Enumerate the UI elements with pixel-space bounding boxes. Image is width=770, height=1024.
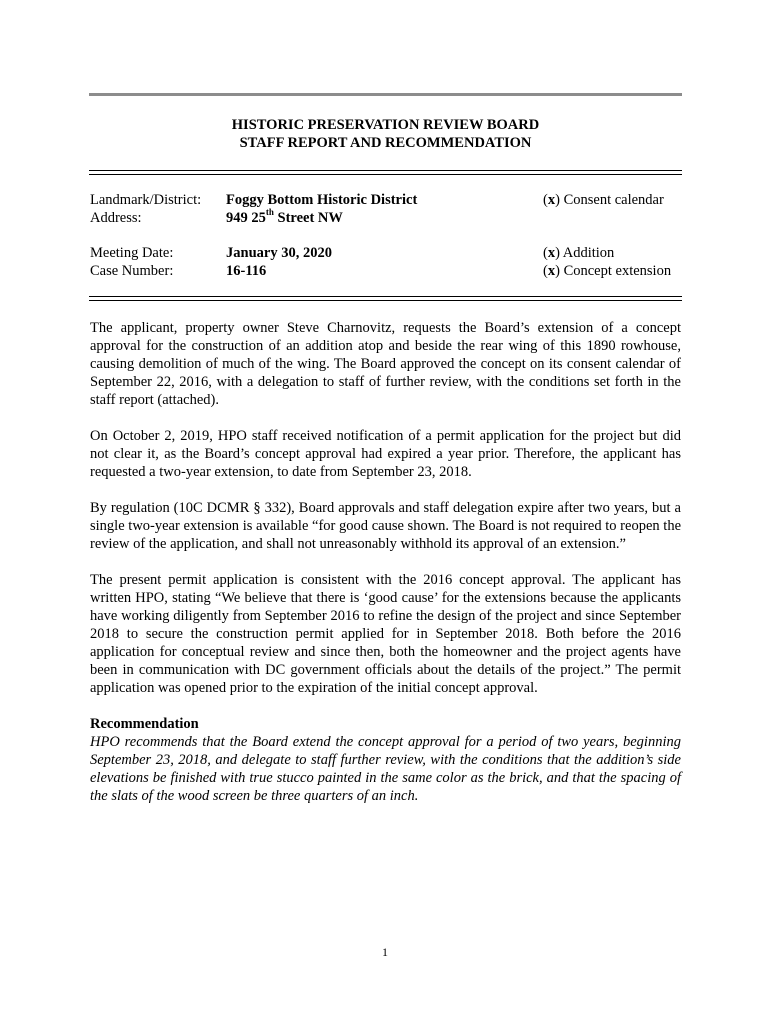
address-street: Street NW (273, 210, 343, 226)
concept-extension-check: (x) Concept extension (543, 263, 672, 279)
landmark-label: Landmark/District: (90, 192, 202, 208)
addition-label: Addition (562, 245, 615, 261)
title-line-1: HISTORIC PRESERVATION REVIEW BOARD (231, 117, 540, 133)
concept-extension-label: Concept extension (563, 263, 672, 279)
address-ordinal: th (265, 207, 274, 218)
report-body (90, 319, 681, 805)
recommendation-heading: Recommendation (90, 716, 199, 732)
address-number: 949 25 (226, 210, 266, 226)
header-divider (89, 170, 682, 175)
meeting-date-label: Meeting Date: (90, 245, 174, 261)
case-number-label: Case Number: (90, 263, 174, 279)
top-gray-rule (89, 93, 682, 96)
address-value (226, 209, 343, 227)
meeting-date-value: January 30, 2020 (226, 245, 332, 261)
paragraph-notification: On October 2, 2019, HPO staff received notification of a permit application for the project but did not clear it, as the Board’s concept approval had expired a year prior. Therefore, the applicant has requested a two-year extension, to date from September 23, 2018. (90, 428, 681, 480)
title-line-2: STAFF REPORT AND RECOMMENDATION (239, 135, 532, 151)
recommendation-text: HPO recommends that the Board extend the concept approval for a period of two years, beginning September 23, 2018, and delegate to staff further review, with the conditions that the addition’s side elevations be finished with true stucco painted in the same color as the brick, and that the spacing of the slats of the wood screen be three quarters of an inch. (90, 734, 681, 804)
paragraph-consistency: The present permit application is consistent with the 2016 concept approval. The applicant has written HPO, stating “We believe that there is ‘good cause’ for the extensions because the applicants have working diligently from September 2016 to refine the design of the project and since September 2018 to secure the construction permit applied for in September 2018. Both before the 2016 application for conceptual review and since then, both the homeowner and the project agents have been in communication with DC government officials about the details of the project.” The permit application was opened prior to the expiration of the initial concept approval. (90, 572, 681, 696)
case-number-value: 16-116 (226, 263, 267, 279)
consent-calendar-mark: x (547, 192, 556, 208)
meta-divider (89, 296, 682, 301)
landmark-value: Foggy Bottom Historic District (226, 192, 418, 208)
report-title (89, 116, 682, 152)
addition-check: (x) Addition (543, 245, 615, 261)
addition-mark: x (547, 245, 556, 261)
page-number: 1 (382, 945, 388, 959)
consent-calendar-label: Consent calendar (563, 192, 664, 208)
paragraph-regulation: By regulation (10C DCMR § 332), Board approvals and staff delegation expire after two years, but a single two-year extension is available “for good cause shown. The Board is not required to reopen the review of the application, and shall not unreasonably withhold its approval of an extension.” (90, 500, 681, 552)
concept-extension-mark: x (547, 263, 556, 279)
address-label: Address: (90, 210, 142, 226)
paragraph-request: The applicant, property owner Steve Charnovitz, requests the Board’s extension of a concept approval for the construction of an addition atop and beside the rear wing of this 1890 rowhouse, causing demolition of much of the wing. The Board approved the concept on its consent calendar of September 22, 2016, with a delegation to staff of further review, with the conditions set forth in the staff report (attached). (90, 320, 681, 408)
consent-calendar-check: (x) Consent calendar (543, 192, 664, 208)
